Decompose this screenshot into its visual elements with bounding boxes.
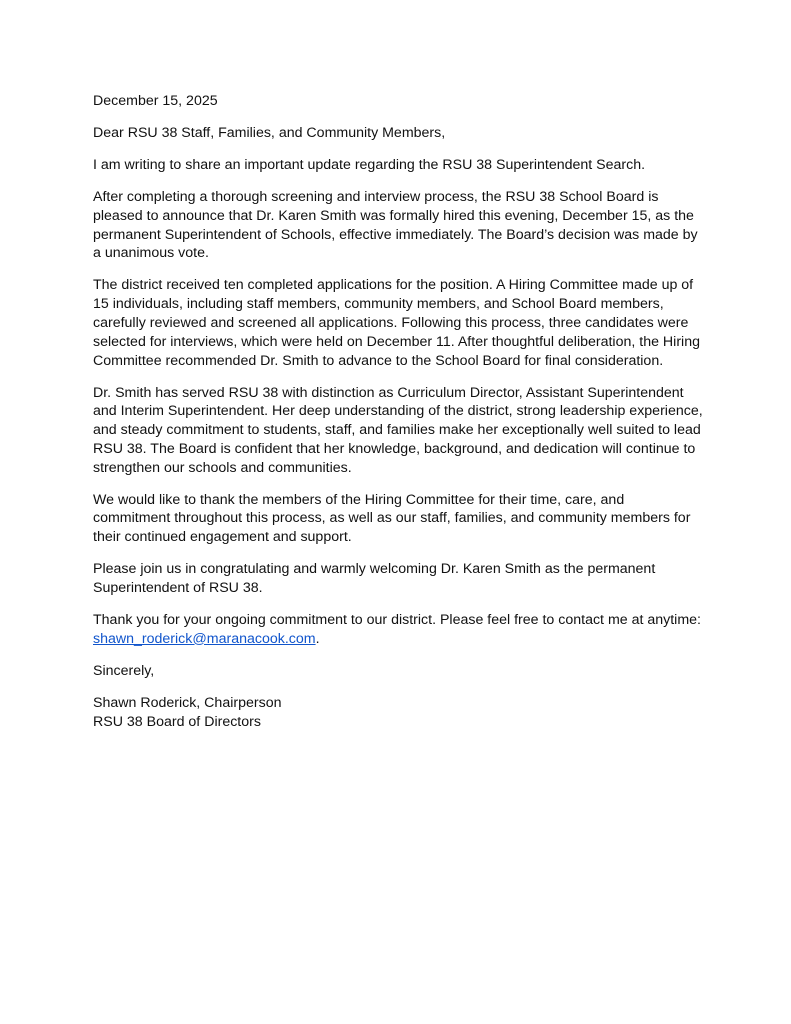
letter-signature-block <box>93 694 705 732</box>
signer-organization: RSU 38 Board of Directors <box>93 713 261 730</box>
letter-paragraph-congratulations: Please join us in congratulating and warmly welcoming Dr. Karen Smith as the permanent Superintendent of RSU 38. <box>93 561 656 597</box>
letter-paragraph-process: The district received ten completed applications for the position. A Hiring Committee made up of 15 individuals, including staff members, community members, and School Board members, carefully reviewed and screened all applications. Following this process, three candidates were selected for interviews, which were held on December 11. After thoughtful deliberation, the Hiring Committee recommended Dr. Smith to advance to the School Board for final consideration. <box>93 277 700 369</box>
contact-email-link[interactable]: shawn_roderick@maranacook.com <box>93 630 316 647</box>
letter-intro: I am writing to share an important update regarding the RSU 38 Superintendent Search. <box>93 156 646 173</box>
letter-closing <box>93 611 705 649</box>
closing-text: Thank you for your ongoing commitment to our district. Please feel free to contact me at anytime: <box>93 612 701 629</box>
letter-signoff: Sincerely, <box>93 662 155 679</box>
letter-date: December 15, 2025 <box>93 93 218 109</box>
letter-page <box>93 92 705 745</box>
signer-name: Shawn Roderick, Chairperson <box>93 694 282 711</box>
closing-period: . <box>315 630 320 647</box>
letter-paragraph-hiring-announcement: After completing a thorough screening and interview process, the RSU 38 School Board is pleased to announce that Dr. Karen Smith was formally hired this evening, December 15, as the permanent Superintendent of Schools, effective immediately. The Board’s decision was made by a unanimous vote. <box>93 188 698 262</box>
letter-paragraph-thanks: We would like to thank the members of the Hiring Committee for their time, care, and commitment throughout this process, as well as our staff, families, and community members for their continued engagement and support. <box>93 491 691 546</box>
letter-salutation: Dear RSU 38 Staff, Families, and Community Members, <box>93 124 446 141</box>
letter-paragraph-qualifications: Dr. Smith has served RSU 38 with distinction as Curriculum Director, Assistant Superintendent and Interim Superintendent. Her deep understanding of the district, strong leadership experience, and steady commitment to students, staff, and families make her exceptionally well suited to lead RSU 38. The Board is confident that her knowledge, background, and dedication will continue to strengthen our schools and communities. <box>93 384 703 476</box>
